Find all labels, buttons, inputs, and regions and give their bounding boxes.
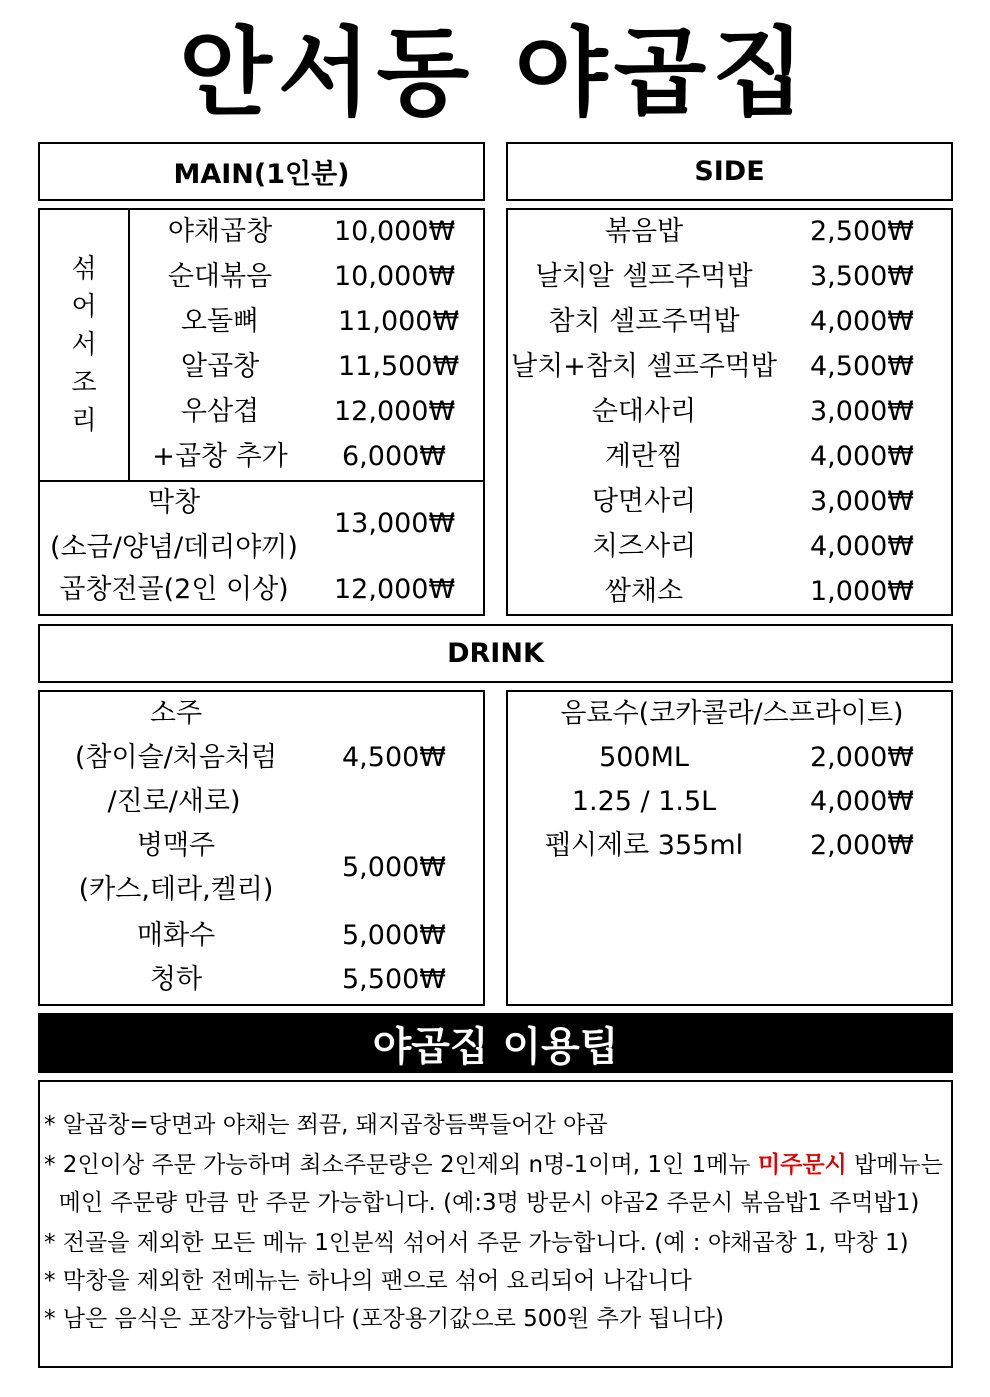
mix-label-char: 조 — [71, 368, 97, 398]
menu-item-name: 막창 — [147, 487, 201, 518]
menu-item-name: 치즈사리 — [591, 531, 697, 562]
menu-item-name: 당면사리 — [591, 486, 697, 517]
menu-item-sub: /진로/새로) — [107, 786, 241, 817]
menu-item-price: 11,000₩ — [338, 306, 460, 337]
tip-line: * 남은 음식은 포장가능합니다 (포장용기값으로 500원 추가 됩니다) — [44, 1306, 724, 1332]
menu-item-name: 병맥주 — [136, 830, 216, 861]
menu-item-name: 매화수 — [136, 920, 216, 951]
menu-item-price: 5,500₩ — [342, 964, 446, 995]
menu-item-price: 4,000₩ — [810, 786, 914, 817]
menu-item-price: 13,000₩ — [334, 508, 456, 539]
mix-divider — [128, 210, 130, 482]
menu-item-price: 11,500₩ — [338, 351, 460, 382]
drink-soft-box — [506, 690, 953, 1006]
main-menu-box — [38, 208, 485, 616]
menu-item-name: 참치 셀프주먹밥 — [548, 306, 740, 337]
menu-item-price: 10,000₩ — [334, 261, 456, 292]
menu-item-name: 날치알 셀프주먹밥 — [535, 261, 753, 292]
tip-line: * 전골을 제외한 모든 메뉴 1인분씩 섞어서 주문 가능합니다. (예 : 야채곱창 1, 막창 1) — [44, 1230, 909, 1256]
drink-alcohol-box — [38, 690, 485, 1006]
tip-line — [44, 1148, 943, 1182]
menu-item-price: 10,000₩ — [334, 216, 456, 247]
menu-item-price: 2,000₩ — [810, 742, 914, 773]
menu-item-price: 3,500₩ — [810, 261, 914, 292]
side-menu-box — [506, 208, 953, 616]
mix-label-char: 리 — [71, 406, 97, 436]
menu-item-price: 3,000₩ — [810, 396, 914, 427]
menu-item-price: 4,000₩ — [810, 531, 914, 562]
menu-item-name: 쌈채소 — [604, 576, 684, 607]
menu-item-name: 날치+참치 셀프주먹밥 — [511, 351, 777, 382]
menu-item-name: 1.25 / 1.5L — [571, 786, 717, 817]
tip-line: 메인 주문량 만큼 만 주문 가능합니다. (예:3명 방문시 야곱2 주문시 볶음밥1 주먹밥1) — [44, 1190, 920, 1216]
menu-item-name: 우삼겹 — [180, 396, 260, 427]
menu-item-name: 알곱창 — [180, 351, 260, 382]
tip-text: 밥메뉴는 — [846, 1152, 943, 1178]
mix-label-char: 어 — [71, 292, 97, 322]
menu-item-name: 야채곱창 — [167, 216, 273, 247]
menu-item-name: 펩시제로 355ml — [544, 830, 744, 861]
menu-item-price: 1,000₩ — [810, 576, 914, 607]
drink-header: DRINK — [447, 638, 544, 669]
main-header: MAIN(1인분) — [173, 159, 350, 190]
menu-item-price: 4,000₩ — [810, 441, 914, 472]
mix-label-char: 섞 — [71, 254, 97, 284]
menu-item-name: 소주 — [149, 698, 203, 729]
menu-item-name: 계란찜 — [604, 441, 684, 472]
tip-line: * 막창을 제외한 전메뉴는 하나의 팬으로 섞어 요리되어 나갑니다 — [44, 1268, 692, 1294]
menu-item-name: 곱창전골(2인 이상) — [59, 574, 289, 605]
tip-line: * 알곱창=당면과 야채는 쬐끔, 돼지곱창듬뿍들어간 야곱 — [44, 1112, 608, 1138]
shop-title: 안서동 야곱집 — [179, 17, 811, 129]
menu-item-price: 3,000₩ — [810, 486, 914, 517]
drink-header-box — [38, 624, 953, 683]
menu-item-name: 청하 — [149, 964, 203, 995]
menu-item-price: 12,000₩ — [334, 396, 456, 427]
menu-item-name: 순대사리 — [591, 396, 697, 427]
tip-text: * 2인이상 주문 가능하며 최소주문량은 2인제외 n명-1이며, 1인 1메뉴 — [44, 1152, 758, 1178]
menu-item-sub: (소금/양념/데리야끼) — [50, 532, 298, 563]
mix-label-char: 서 — [71, 330, 97, 360]
menu-item-price: 2,500₩ — [810, 216, 914, 247]
menu-item-sub: (참이슬/처음처럼 — [74, 742, 278, 773]
menu-item-name: 500ML — [599, 742, 689, 773]
tips-header: 야곱집 이용팁 — [38, 1013, 953, 1073]
menu-item-name: 순대볶음 — [167, 261, 273, 292]
menu-item-price: 12,000₩ — [334, 574, 456, 605]
menu-item-price: 2,000₩ — [810, 830, 914, 861]
main-header-box — [38, 142, 485, 201]
menu-item-price: 4,000₩ — [810, 306, 914, 337]
soft-drink-header: 음료수(코카콜라/스프라이트) — [560, 698, 904, 729]
side-header: SIDE — [694, 156, 765, 187]
side-header-box — [506, 142, 953, 201]
menu-item-name: +곱창 추가 — [152, 441, 288, 472]
menu-item-price: 5,000₩ — [342, 920, 446, 951]
menu-item-sub: (카스,테라,켈리) — [78, 874, 274, 905]
menu-item-price: 4,500₩ — [342, 742, 446, 773]
menu-item-name: 볶음밥 — [604, 216, 684, 247]
menu-item-name: 오돌뼈 — [180, 306, 260, 337]
menu-item-price: 6,000₩ — [342, 441, 446, 472]
menu-item-price: 5,000₩ — [342, 852, 446, 883]
mix-bottom-divider — [40, 480, 485, 482]
tip-highlight: 미주문시 — [757, 1152, 847, 1178]
menu-item-price: 4,500₩ — [810, 351, 914, 382]
